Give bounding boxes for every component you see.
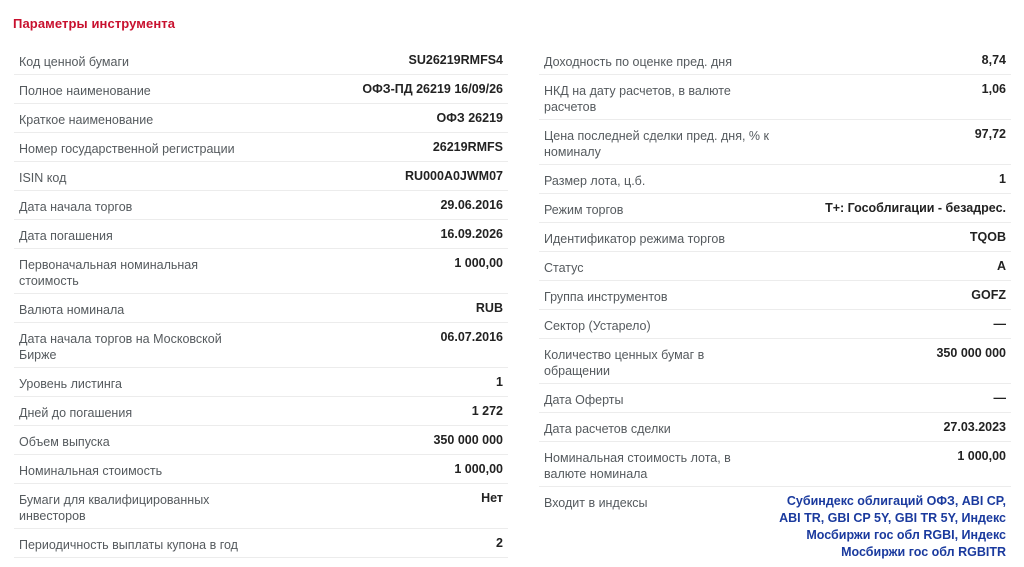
param-value: 8,74 bbox=[981, 53, 1006, 67]
param-value: 350 000 000 bbox=[433, 433, 503, 447]
param-value: 06.07.2016 bbox=[440, 330, 503, 344]
param-value: 2 bbox=[496, 536, 503, 550]
param-value: 1 bbox=[496, 375, 503, 389]
params-right-column bbox=[539, 46, 1011, 567]
param-value: A bbox=[996, 259, 1006, 273]
param-label: Валюта номинала bbox=[19, 303, 125, 317]
param-value: 1 272 bbox=[471, 404, 503, 418]
param-label: Статус bbox=[544, 261, 584, 275]
param-row-lot-face-value bbox=[539, 442, 1011, 487]
param-label: Уровень листинга bbox=[19, 377, 122, 391]
param-label: Размер лота, ц.б. bbox=[544, 174, 646, 188]
param-label: Дата начала торгов на Московской Бирже bbox=[19, 332, 222, 362]
param-value: SU26219RMFS4 bbox=[408, 53, 503, 67]
param-label: ISIN код bbox=[19, 171, 67, 185]
param-row-issue-volume bbox=[14, 426, 508, 455]
param-value: GOFZ bbox=[971, 288, 1006, 302]
param-label: Идентификатор режима торгов bbox=[544, 232, 725, 246]
param-row-face-value bbox=[14, 455, 508, 484]
param-value: — bbox=[993, 317, 1006, 331]
param-row-sector bbox=[539, 310, 1011, 339]
param-label: Краткое наименование bbox=[19, 113, 154, 127]
param-value: 1 000,00 bbox=[454, 256, 503, 270]
param-label: Доходность по оценке пред. дня bbox=[544, 55, 732, 69]
param-value: RUB bbox=[475, 301, 503, 315]
param-label: Код ценной бумаги bbox=[19, 55, 129, 69]
param-row-trading-start bbox=[14, 191, 508, 220]
param-label: Дата Оферты bbox=[544, 393, 624, 407]
param-row-indices bbox=[539, 487, 1011, 567]
param-label: Первоначальная номинальная стоимость bbox=[19, 258, 199, 288]
param-row-days-to-maturity bbox=[14, 397, 508, 426]
param-row-moex-trading-start bbox=[14, 323, 508, 368]
param-row-lot-size bbox=[539, 165, 1011, 194]
param-label: Количество ценных бумаг в обращении bbox=[544, 348, 705, 378]
param-row-coupon-frequency bbox=[14, 529, 508, 558]
param-label: Полное наименование bbox=[19, 84, 151, 98]
param-value: RU000A0JWM07 bbox=[405, 169, 503, 183]
param-row-trading-mode bbox=[539, 194, 1011, 223]
param-row-isin bbox=[14, 162, 508, 191]
param-label: Номер государственной регистрации bbox=[19, 142, 235, 156]
param-value: ОФЗ-ПД 26219 16/09/26 bbox=[362, 82, 503, 96]
param-row-securities-outstanding bbox=[539, 339, 1011, 384]
param-label: Периодичность выплаты купона в год bbox=[19, 538, 238, 552]
param-value: 26219RMFS bbox=[432, 140, 503, 154]
param-row-offer-date bbox=[539, 384, 1011, 413]
param-value: Нет bbox=[481, 491, 503, 505]
param-value: 16.09.2026 bbox=[440, 227, 503, 241]
param-label: Номинальная стоимость лота, в валюте номинала bbox=[544, 451, 731, 481]
param-row-listing-level bbox=[14, 368, 508, 397]
param-value: ОФЗ 26219 bbox=[436, 111, 503, 125]
section-title: Параметры инструмента bbox=[13, 16, 176, 31]
param-row-initial-face-value bbox=[14, 249, 508, 294]
param-row-last-price-prev-day bbox=[539, 120, 1011, 165]
param-row-registration-number bbox=[14, 133, 508, 162]
indices-link[interactable]: Субиндекс облигаций ОФЗ, ABI CP, ABI TR, GBI CP 5Y, GBI TR 5Y, Индекс Мосбиржи гос обл RGBI, Индекс Мосбиржи гос обл RGBITR bbox=[779, 494, 1006, 559]
param-label: Дата расчетов сделки bbox=[544, 422, 671, 436]
param-row-face-currency bbox=[14, 294, 508, 323]
param-label: Номинальная стоимость bbox=[19, 464, 163, 478]
param-value: TQOB bbox=[969, 230, 1006, 244]
param-label: Дней до погашения bbox=[19, 406, 133, 420]
param-value: 1 000,00 bbox=[454, 462, 503, 476]
param-label: Дата начала торгов bbox=[19, 200, 133, 214]
param-row-yield-prev-day bbox=[539, 46, 1011, 75]
param-label: Режим торгов bbox=[544, 203, 624, 217]
param-value: 1 bbox=[999, 172, 1006, 186]
param-row-maturity-date bbox=[14, 220, 508, 249]
param-value: 1,06 bbox=[981, 82, 1006, 96]
param-label: НКД на дату расчетов, в валюте расчетов bbox=[544, 84, 731, 114]
param-row-short-name bbox=[14, 104, 508, 133]
param-label: Группа инструментов bbox=[544, 290, 668, 304]
param-label: Дата погашения bbox=[19, 229, 113, 243]
param-value: 97,72 bbox=[974, 127, 1006, 141]
param-row-qualified-investors bbox=[14, 484, 508, 529]
param-label: Цена последней сделки пред. дня, % к номиналу bbox=[544, 129, 769, 159]
param-row-status bbox=[539, 252, 1011, 281]
params-left-column bbox=[14, 46, 508, 558]
param-value: 350 000 000 bbox=[936, 346, 1006, 360]
param-label: Бумаги для квалифицированных инвесторов bbox=[19, 493, 210, 523]
param-label: Объем выпуска bbox=[19, 435, 110, 449]
param-row-instrument-group bbox=[539, 281, 1011, 310]
param-value: 29.06.2016 bbox=[440, 198, 503, 212]
param-label: Входит в индексы bbox=[544, 496, 648, 510]
param-value: Т+: Гособлигации - безадрес. bbox=[825, 201, 1006, 215]
param-row-accrued-interest bbox=[539, 75, 1011, 120]
param-value: 1 000,00 bbox=[957, 449, 1006, 463]
param-row-trading-mode-id bbox=[539, 223, 1011, 252]
param-row-full-name bbox=[14, 75, 508, 104]
param-row-security-code bbox=[14, 46, 508, 75]
param-value: 27.03.2023 bbox=[943, 420, 1006, 434]
param-value: — bbox=[993, 391, 1006, 405]
param-row-settlement-date bbox=[539, 413, 1011, 442]
param-label: Сектор (Устарело) bbox=[544, 319, 651, 333]
